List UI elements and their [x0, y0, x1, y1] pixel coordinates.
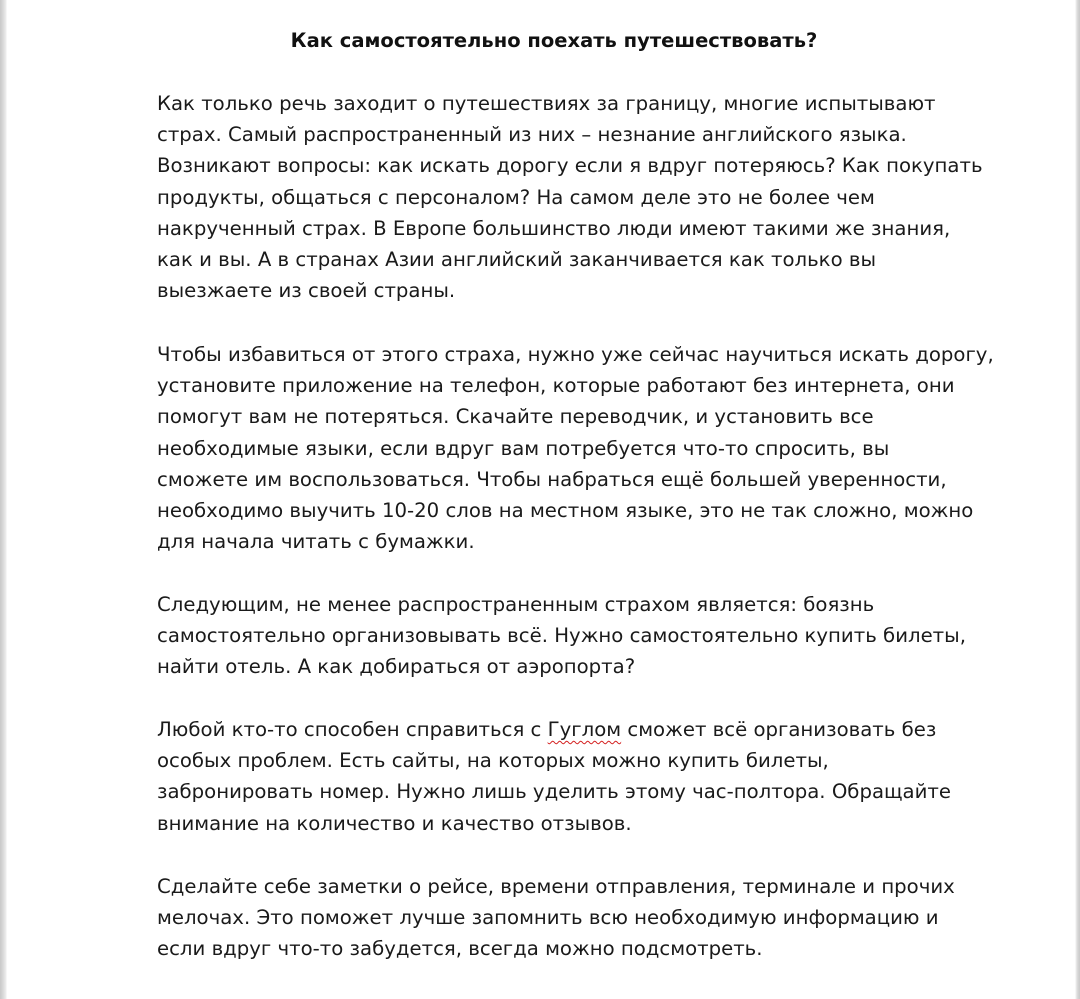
text-segment: сможет всё организовать без — [621, 718, 937, 741]
text-line: если вдруг что-то забудется, всегда можно подсмотреть. — [157, 937, 763, 961]
text-line: Возникают вопросы: как искать дорогу если я вдруг потеряюсь? Как покупать — [157, 154, 983, 178]
text-line: Сделайте себе заметки о рейсе, времени отправления, терминале и прочих — [157, 875, 955, 898]
text-line: Как только речь заходит о путешествиях за границу, многие испытывают — [157, 92, 936, 115]
text-line: накрученный страх. В Европе большинство люди имеют такими же знания, — [157, 216, 951, 240]
text-line: внимание на количество и качество отзывов. — [157, 811, 632, 835]
text-line: необходимо выучить 10-20 слов на местном языке, это не так сложно, можно — [157, 499, 974, 523]
paragraph-1 — [157, 88, 983, 306]
text-line: для начала читать с бумажки. — [157, 530, 475, 554]
text-line: страх. Самый распространенный из них – незнание английского языка. — [157, 123, 907, 147]
page-left-edge — [0, 0, 7, 999]
paragraph-5 — [157, 871, 955, 965]
text-line: продукты, общаться с персоналом? На самом деле это не более чем — [157, 185, 875, 209]
text-line: особых проблем. Есть сайты, на которых можно купить билеты, — [157, 749, 829, 773]
paragraph-4 — [157, 714, 951, 839]
text-line: забронировать номер. Нужно лишь уделить этому час-полтора. Обращайте — [157, 780, 951, 804]
page-right-edge — [1075, 0, 1080, 999]
text-line — [157, 714, 951, 745]
text-line: как и вы. А в странах Азии английский заканчивается как только вы — [157, 248, 877, 272]
text-line: самостоятельно организовывать всё. Нужно самостоятельно купить билеты, — [157, 624, 966, 648]
spellcheck-flagged-word[interactable]: Гуглом — [547, 718, 622, 741]
text-segment: Любой кто-то способен справиться с — [157, 718, 548, 741]
text-line: Следующим, не менее распространенным страхом является: боязнь — [157, 593, 875, 616]
text-line: мелочах. Это поможет лучше запомнить всю необходимую информацию и — [157, 906, 939, 930]
text-line: Чтобы избавиться от этого страха, нужно уже сейчас научиться искать дорогу, — [157, 343, 994, 366]
paragraph-2 — [157, 339, 994, 557]
text-line: выезжаете из своей страны. — [157, 279, 456, 303]
text-line: найти отель. А как добираться от аэропорта? — [157, 655, 636, 679]
text-line: помогут вам не потеряться. Скачайте переводчик, и установить все — [157, 405, 874, 429]
paragraph-3 — [157, 589, 966, 683]
document-title: Как самостоятельно поехать путешествовать? — [290, 29, 818, 52]
text-line: необходимые языки, если вдруг вам потребуется что-то спросить, вы — [157, 436, 890, 460]
text-line: сможете им воспользоваться. Чтобы набраться ещё большей уверенности, — [157, 467, 947, 491]
text-line: установите приложение на телефон, которые работают без интернета, они — [157, 374, 955, 398]
